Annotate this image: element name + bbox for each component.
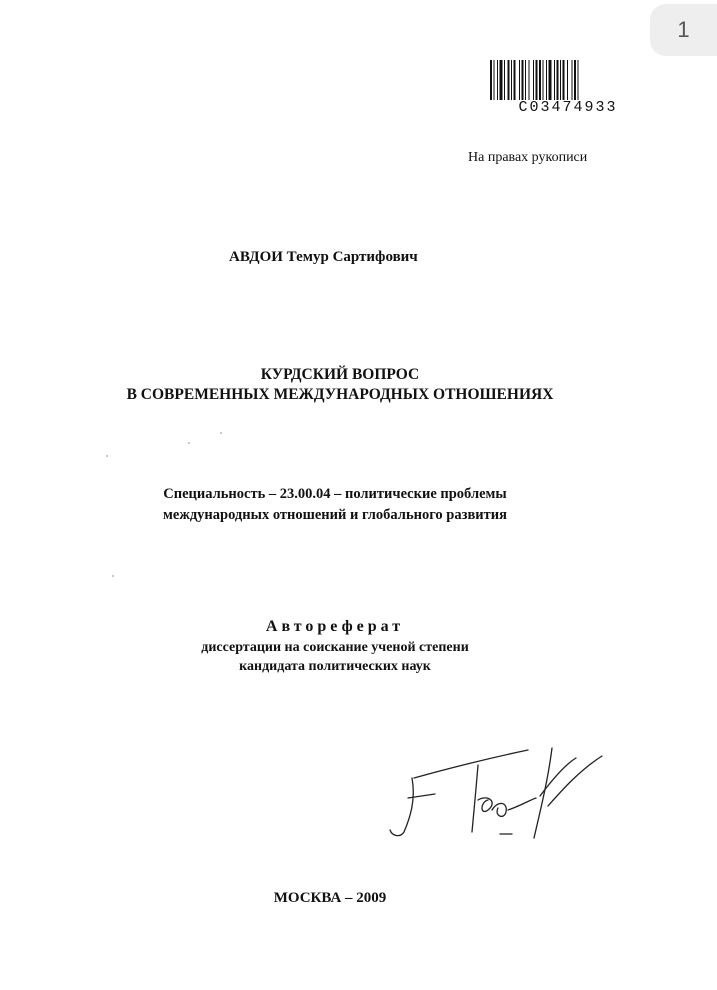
barcode-bar xyxy=(567,60,568,100)
specialty xyxy=(0,484,670,526)
title-line-2: В СОВРЕМЕННЫХ МЕЖДУНАРОДНЫХ ОТНОШЕНИЯХ xyxy=(126,386,554,403)
barcode-bar xyxy=(546,60,547,100)
scan-speck xyxy=(106,455,108,457)
barcode-bar xyxy=(574,60,576,100)
barcode-bar xyxy=(508,60,510,100)
author-name: АВДОИ Темур Сартифович xyxy=(229,249,418,265)
manuscript-note: На правах рукописи xyxy=(468,150,588,165)
degree-line-1: диссертации на соискание ученой степени xyxy=(201,640,469,655)
barcode-bar xyxy=(572,60,573,100)
barcode-bar xyxy=(533,60,534,100)
barcode-bar xyxy=(554,60,555,100)
page-number-badge: 1 xyxy=(650,4,717,56)
scan-speck xyxy=(188,442,190,444)
scan-speck xyxy=(220,432,222,434)
barcode-bar xyxy=(494,60,495,100)
barcode-bar xyxy=(514,60,516,100)
title-line-1: КУРДСКИЙ ВОПРОС xyxy=(260,366,420,383)
scan-speck xyxy=(112,575,114,577)
barcode-bar xyxy=(497,60,498,100)
barcode-bar xyxy=(560,60,561,100)
barcode-bar xyxy=(519,60,520,100)
dissertation-title xyxy=(0,365,680,405)
specialty-line-2: международных отношений и глобального развития xyxy=(163,507,507,523)
barcode-bar xyxy=(522,60,524,100)
barcode-bar xyxy=(557,60,559,100)
city-year: МОСКВА – 2009 xyxy=(273,890,387,906)
degree-line-2: кандидата политических наук xyxy=(239,659,431,674)
barcode-bar xyxy=(511,60,512,100)
barcode-bar xyxy=(543,60,544,100)
barcode-bar xyxy=(563,60,565,100)
barcode-bars xyxy=(488,60,648,100)
abstract-heading: Автореферат xyxy=(265,618,405,635)
barcode-bar xyxy=(525,60,526,100)
specialty-line-1: Специальность – 23.00.04 – политические проблемы xyxy=(163,486,507,502)
barcode xyxy=(488,60,648,116)
barcode-bar xyxy=(500,60,503,100)
degree-description xyxy=(0,638,670,676)
barcode-number: C03474933 xyxy=(518,99,618,116)
barcode-bar xyxy=(490,60,492,100)
barcode-bar xyxy=(536,60,538,100)
barcode-bar xyxy=(549,60,552,100)
barcode-bar xyxy=(504,60,505,100)
handwritten-signature xyxy=(380,740,620,850)
barcode-bar xyxy=(539,60,541,100)
barcode-bar xyxy=(529,60,530,100)
barcode-bar xyxy=(578,60,579,100)
